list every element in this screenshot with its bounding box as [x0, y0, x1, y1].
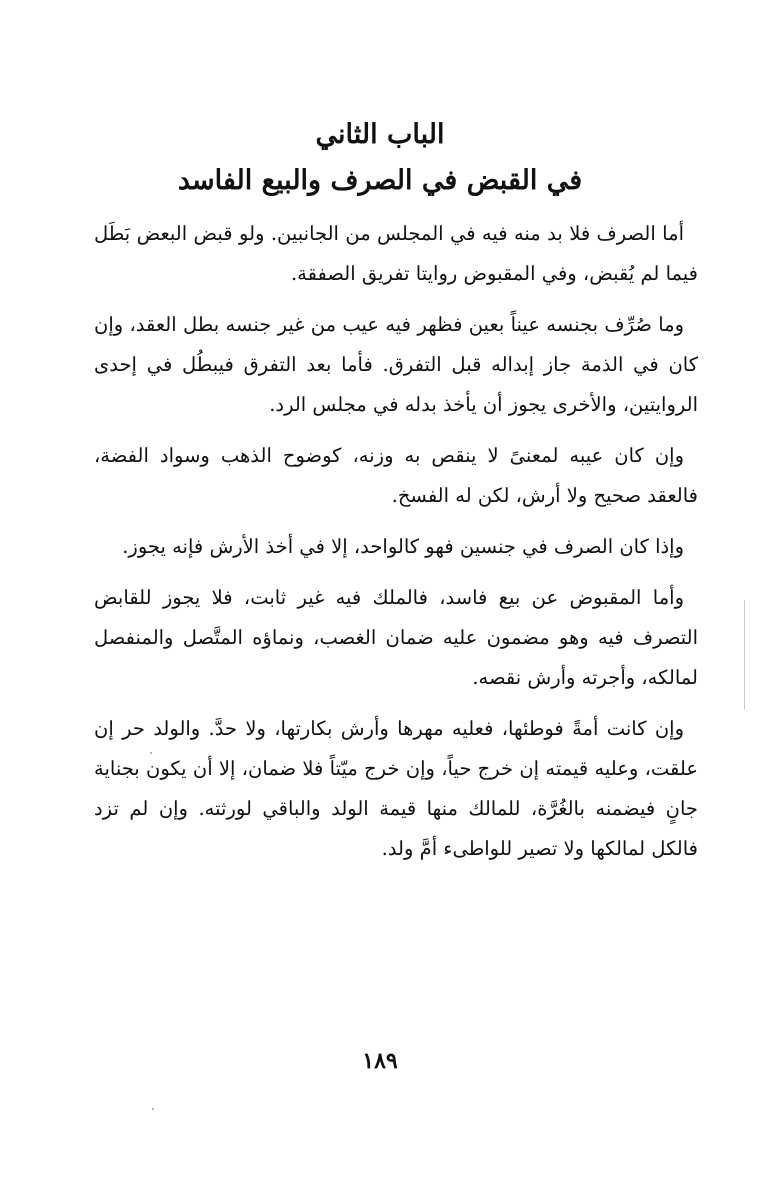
scan-artifact-line	[744, 600, 745, 710]
page-number: ١٨٩	[362, 1048, 398, 1074]
chapter-subtitle: في القبض في الصرف والبيع الفاسد	[177, 165, 583, 196]
paragraph: أما الصرف فلا بد منه فيه في المجلس من الجانبين. ولو قبض البعض بَطَل فيما لم يُقبض، وفي المقبوض روايتا تفريق الصفقة.	[94, 222, 698, 285]
scan-artifact-dot	[150, 752, 152, 754]
chapter-title: الباب الثاني	[315, 119, 445, 150]
paragraph: وما صُرِّف بجنسه عيناً بعين فظهر فيه عيب من غير جنسه بطل العقد، وإن كان في الذمة جاز إبداله قبل التفرق. فأما بعد التفرق فيبطُل في إحدى الروايتين، والأخرى يجوز أن يأخذ بدله في مجلس الرد.	[94, 313, 698, 416]
scan-artifact-dot	[152, 1108, 154, 1110]
paragraph: وأما المقبوض عن بيع فاسد، فالملك فيه غير ثابت، فلا يجوز للقابض التصرف فيه وهو مضمون عليه ضمان الغصب، ونماؤه المتَّصل والمنفصل لمالكه، وأجرته وأرش نقصه.	[94, 586, 698, 689]
chapter-heading-block	[0, 112, 760, 204]
body-text	[94, 214, 698, 880]
paragraph: وإن كانت أمةً فوطئها، فعليه مهرها وأرش بكارتها، ولا حدَّ. والولد حر إن علقت، وعليه قيمته إن خرج حياً، وإن خرج ميّتاً فلا ضمان، إلا أن يكون بجناية جانٍ فيضمنه بالغُرَّة، للمالك منها قيمة الولد والباقي لورثته. وإن لم تزد فالكل لمالكها ولا تصير للواطىء أمَّ ولد.	[94, 717, 698, 860]
paragraph: وإذا كان الصرف في جنسين فهو كالواحد، إلا في أخذ الأرش فإنه يجوز.	[122, 535, 684, 558]
paragraph: وإن كان عيبه لمعنىً لا ينقص به وزنه، كوضوح الذهب وسواد الفضة، فالعقد صحيح ولا أرش، لكن له الفسخ.	[94, 444, 698, 507]
